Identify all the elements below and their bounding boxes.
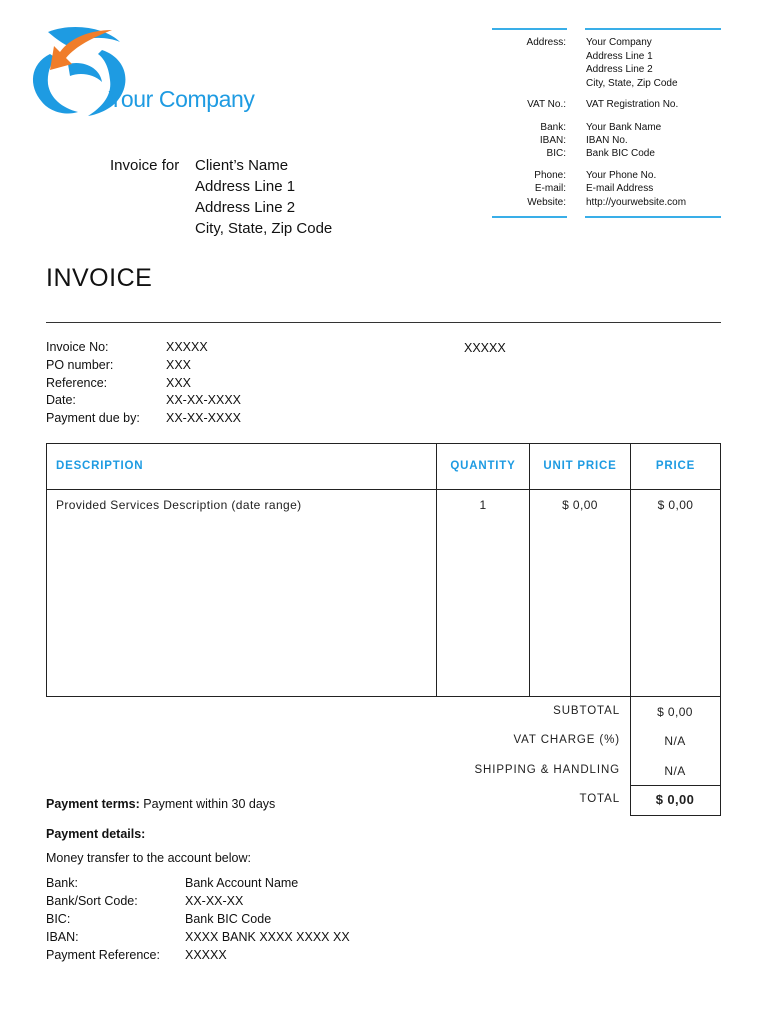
shipping-value: N/A [664, 764, 686, 778]
company-address-line: Your Company [586, 37, 652, 48]
column-header-price: PRICE [655, 460, 696, 472]
bank-value: Your Bank Name [586, 122, 662, 133]
meta-row [46, 375, 241, 393]
bank-row [46, 946, 350, 964]
divider [46, 322, 721, 323]
subtotal-label: SUBTOTAL [553, 705, 620, 717]
meta-row [46, 339, 241, 357]
column-divider [436, 443, 437, 697]
item-description: Provided Services Description (date range) [56, 498, 302, 512]
bank-key: IBAN: [46, 930, 79, 944]
phone-value: Your Phone No. [586, 170, 657, 181]
column-header-unit-price: UNIT PRICE [543, 460, 617, 472]
meta-key: PO number: [46, 357, 114, 372]
bank-key: Bank: [46, 876, 78, 890]
meta-value: XXX [166, 357, 192, 372]
summary-divider [720, 697, 721, 816]
bank-key: Bank/Sort Code: [46, 894, 138, 908]
column-header-description: DESCRIPTION [56, 460, 144, 472]
meta-key: Reference: [46, 375, 108, 390]
vat-charge-label: VAT CHARGE (%) [513, 734, 620, 746]
transfer-text: Money transfer to the account below: [46, 851, 251, 865]
meta-extra-value: XXXXX [464, 341, 506, 355]
meta-value: XXXXX [166, 340, 208, 354]
divider [585, 28, 721, 30]
divider [492, 216, 567, 218]
page-title: INVOICE [46, 264, 153, 292]
summary-total-rule [630, 785, 721, 786]
client-name: Client’s Name [195, 157, 289, 174]
item-price: $ 0,00 [657, 498, 694, 512]
email-value: E-mail Address [586, 183, 654, 194]
company-logo [28, 24, 288, 124]
iban-label: IBAN: [539, 135, 566, 146]
company-address-line: City, State, Zip Code [586, 77, 678, 89]
total-value: $ 0,00 [655, 792, 695, 807]
meta-value: XXX [166, 375, 192, 390]
shipping-label: SHIPPING & HANDLING [474, 764, 620, 776]
client-address-line: Address Line 1 [195, 178, 296, 195]
website-label: Website: [527, 197, 566, 208]
item-unit-price: $ 0,00 [562, 498, 598, 512]
bic-label: BIC: [546, 148, 566, 159]
bank-key: BIC: [46, 912, 71, 926]
table-header-rule [46, 489, 721, 490]
meta-key: Date: [46, 393, 76, 408]
divider [585, 216, 721, 218]
bank-row [46, 910, 350, 928]
bank-value: Bank Account Name [185, 876, 299, 890]
bank-details [46, 874, 350, 964]
subtotal-value: $ 0,00 [657, 705, 693, 719]
meta-key: Invoice No: [46, 340, 109, 354]
item-quantity: 1 [479, 498, 487, 512]
bank-label: Bank: [540, 122, 566, 133]
column-header-quantity: QUANTITY [450, 460, 516, 472]
meta-row [46, 410, 241, 428]
divider [492, 28, 567, 30]
company-logo-text: Your Company [108, 86, 255, 112]
website-value: http://yourwebsite.com [586, 197, 687, 208]
client-address-line: City, State, Zip Code [195, 220, 333, 237]
meta-row [46, 357, 241, 375]
bank-key: Payment Reference: [46, 948, 160, 962]
bank-value: XXXXX [185, 948, 227, 962]
client-address [195, 155, 332, 239]
payment-details-label: Payment details: [46, 827, 146, 841]
summary-bottom-rule [630, 815, 721, 816]
bank-row [46, 928, 350, 946]
total-label: TOTAL [579, 793, 620, 805]
email-label: E-mail: [534, 183, 566, 194]
payment-terms-label: Payment terms: [46, 797, 140, 811]
client-address-line: Address Line 2 [195, 199, 296, 216]
payment-terms [46, 797, 275, 811]
vat-charge-value: N/A [664, 734, 686, 748]
bank-value: XXXX BANK XXXX XXXX XX [185, 930, 350, 944]
bank-value: Bank BIC Code [185, 912, 272, 926]
bank-row [46, 874, 350, 892]
invoice-for-label: Invoice for [110, 157, 180, 174]
bank-value: XX-XX-XX [185, 894, 244, 908]
items-table [46, 443, 721, 697]
invoice-meta [46, 339, 241, 428]
bank-row [46, 892, 350, 910]
iban-value: IBAN No. [586, 135, 628, 146]
meta-value: XX-XX-XXXX [166, 393, 242, 408]
column-divider [630, 443, 631, 697]
bic-value: Bank BIC Code [586, 148, 655, 159]
vat-value: VAT Registration No. [586, 99, 679, 110]
vat-label: VAT No.: [527, 99, 566, 110]
meta-key: Payment due by: [46, 411, 140, 426]
payment-terms-value: Payment within 30 days [143, 797, 276, 811]
address-label: Address: [526, 37, 566, 48]
company-address-line: Address Line 1 [586, 50, 653, 62]
meta-value: XX-XX-XXXX [166, 411, 242, 426]
column-divider [529, 443, 530, 697]
company-address-line: Address Line 2 [586, 64, 653, 75]
meta-row [46, 392, 241, 410]
phone-label: Phone: [534, 170, 566, 181]
company-address [586, 36, 678, 90]
